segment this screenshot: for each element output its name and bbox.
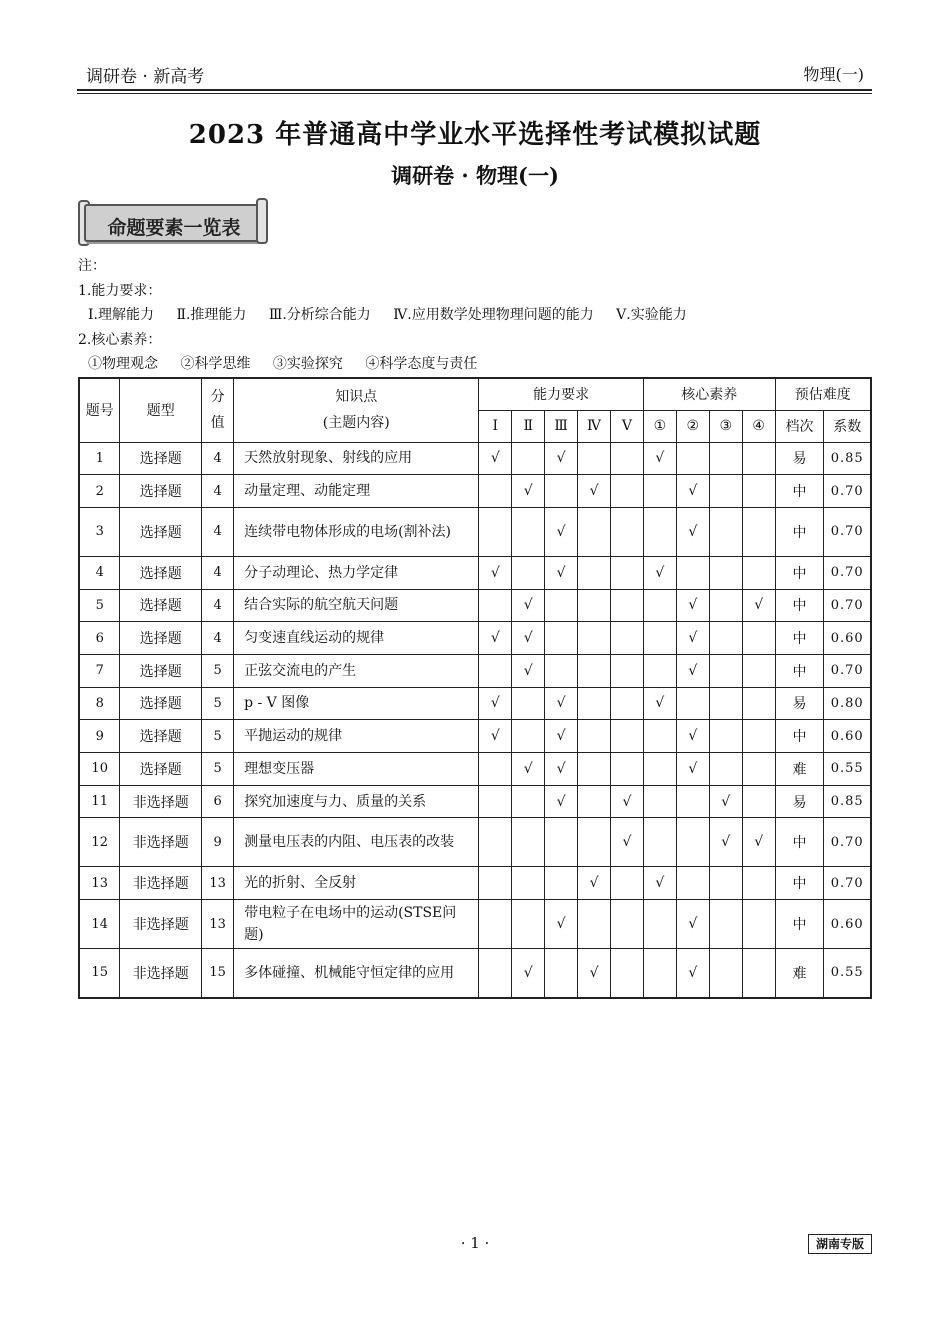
cell-knowledge: 平抛运动的规律: [234, 720, 479, 753]
cell-literacy-check: [709, 654, 742, 687]
cell-no: 5: [79, 589, 120, 622]
cell-ability-check: [611, 654, 644, 687]
cell-knowledge: 结合实际的航空航天问题: [234, 589, 479, 622]
cell-score: 4: [202, 556, 234, 589]
notes-label: 注：: [78, 258, 106, 274]
cell-literacy-check: [709, 720, 742, 753]
cell-score: 5: [202, 654, 234, 687]
cell-ability-check: √: [512, 589, 545, 622]
cell-literacy-check: √: [643, 687, 676, 720]
table-row: [79, 900, 871, 949]
cell-ability-check: [545, 622, 578, 655]
cell-level: 易: [775, 687, 824, 720]
cell-type: 选择题: [120, 622, 202, 655]
cell-ability-check: [545, 475, 578, 508]
cell-ability-check: √: [512, 753, 545, 786]
cell-ability-check: √: [545, 753, 578, 786]
cell-level: 中: [775, 900, 824, 949]
notes-section: [78, 254, 687, 377]
cell-score: 6: [202, 785, 234, 818]
cell-knowledge: 测量电压表的内阻、电压表的改装: [234, 818, 479, 867]
cell-coef: 0.70: [824, 556, 871, 589]
ability-item: Ⅱ.推理能力: [176, 307, 247, 323]
cell-ability-check: [578, 720, 611, 753]
cell-level: 难: [775, 949, 824, 998]
cell-ability-check: √: [578, 867, 611, 900]
cell-literacy-check: [742, 475, 775, 508]
edition-badge: 湖南专版: [808, 1234, 872, 1254]
cell-literacy-check: [742, 867, 775, 900]
cell-ability-check: [611, 442, 644, 475]
header-subject-label: 物理(一): [803, 65, 864, 84]
cell-type: 选择题: [120, 687, 202, 720]
cell-type: 选择题: [120, 654, 202, 687]
cell-ability-check: √: [545, 507, 578, 556]
cell-literacy-check: [709, 867, 742, 900]
cell-score: 4: [202, 475, 234, 508]
header-ability-1: Ⅰ: [479, 410, 512, 442]
cell-ability-check: √: [545, 687, 578, 720]
cell-level: 易: [775, 785, 824, 818]
header-score-text: 分值: [210, 389, 225, 432]
cell-ability-check: [479, 785, 512, 818]
cell-ability-check: √: [479, 687, 512, 720]
cell-literacy-check: [643, 622, 676, 655]
cell-no: 4: [79, 556, 120, 589]
cell-literacy-check: √: [742, 818, 775, 867]
cell-ability-check: √: [479, 720, 512, 753]
cell-coef: 0.60: [824, 622, 871, 655]
cell-no: 14: [79, 900, 120, 949]
cell-literacy-check: [742, 687, 775, 720]
header-coef: 系数: [824, 410, 871, 442]
cell-knowledge: 带电粒子在电场中的运动(STSE问题): [234, 900, 479, 949]
cell-ability-check: √: [578, 475, 611, 508]
cell-coef: 0.70: [824, 867, 871, 900]
header-ability-5: Ⅴ: [611, 410, 644, 442]
cell-coef: 0.70: [824, 654, 871, 687]
cell-literacy-check: [742, 900, 775, 949]
cell-knowledge: 光的折射、全反射: [234, 867, 479, 900]
ability-list: [78, 303, 687, 328]
cell-no: 10: [79, 753, 120, 786]
literacy-item: ②科学思维: [180, 356, 251, 372]
header-ability-3: Ⅲ: [545, 410, 578, 442]
cell-ability-check: [578, 785, 611, 818]
page-number: · 1 ·: [460, 1234, 490, 1252]
cell-type: 选择题: [120, 475, 202, 508]
ability-item: Ⅴ.实验能力: [616, 307, 687, 323]
cell-ability-check: √: [545, 785, 578, 818]
cell-score: 4: [202, 442, 234, 475]
cell-literacy-check: [643, 818, 676, 867]
table-row: [79, 687, 871, 720]
literacy-item: ④科学态度与责任: [365, 356, 478, 372]
table-row: [79, 949, 871, 998]
cell-type: 选择题: [120, 442, 202, 475]
cell-ability-check: [479, 949, 512, 998]
header-series-label: 调研卷 · 新高考: [86, 67, 205, 87]
cell-knowledge: 分子动理论、热力学定律: [234, 556, 479, 589]
cell-type: 选择题: [120, 556, 202, 589]
header-divider-thick: [77, 89, 872, 91]
cell-literacy-check: [709, 442, 742, 475]
cell-literacy-check: [742, 753, 775, 786]
cell-literacy-check: [676, 785, 709, 818]
cell-literacy-check: [742, 720, 775, 753]
cell-coef: 0.80: [824, 687, 871, 720]
cell-coef: 0.85: [824, 785, 871, 818]
cell-literacy-check: √: [676, 949, 709, 998]
cell-ability-check: [512, 687, 545, 720]
cell-type: 非选择题: [120, 818, 202, 867]
header-knowledge-title: 知识点: [335, 389, 378, 406]
cell-literacy-check: √: [676, 900, 709, 949]
header-literacy-3: ③: [709, 410, 742, 442]
cell-level: 中: [775, 867, 824, 900]
cell-ability-check: [578, 900, 611, 949]
cell-level: 难: [775, 753, 824, 786]
cell-literacy-check: [643, 475, 676, 508]
cell-score: 4: [202, 622, 234, 655]
cell-knowledge: p - V 图像: [234, 687, 479, 720]
cell-score: 9: [202, 818, 234, 867]
cell-ability-check: [512, 785, 545, 818]
cell-literacy-check: √: [643, 867, 676, 900]
cell-ability-check: [611, 949, 644, 998]
cell-ability-check: √: [611, 818, 644, 867]
cell-ability-check: √: [545, 442, 578, 475]
cell-literacy-check: [643, 949, 676, 998]
header-ability-4: Ⅳ: [578, 410, 611, 442]
cell-literacy-check: [709, 687, 742, 720]
cell-literacy-check: [676, 867, 709, 900]
cell-coef: 0.85: [824, 442, 871, 475]
cell-score: 4: [202, 589, 234, 622]
cell-coef: 0.55: [824, 753, 871, 786]
cell-knowledge: 动量定理、动能定理: [234, 475, 479, 508]
notes-item-ability: 1.能力要求：: [78, 282, 162, 299]
cell-ability-check: √: [545, 556, 578, 589]
cell-no: 6: [79, 622, 120, 655]
cell-ability-check: [545, 867, 578, 900]
cell-knowledge: 探究加速度与力、质量的关系: [234, 785, 479, 818]
cell-ability-check: [578, 687, 611, 720]
cell-type: 非选择题: [120, 900, 202, 949]
ability-item: Ⅳ.应用数学处理物理问题的能力: [393, 307, 594, 323]
cell-literacy-check: [643, 753, 676, 786]
cell-ability-check: [545, 589, 578, 622]
cell-literacy-check: [742, 622, 775, 655]
cell-literacy-check: [709, 949, 742, 998]
cell-ability-check: [479, 475, 512, 508]
cell-type: 非选择题: [120, 949, 202, 998]
cell-literacy-check: [742, 507, 775, 556]
cell-score: 13: [202, 867, 234, 900]
literacy-item: ③实验探究: [272, 356, 343, 372]
header-knowledge-sub: (主题内容): [322, 415, 390, 432]
cell-score: 13: [202, 900, 234, 949]
cell-ability-check: [611, 720, 644, 753]
literacy-list: [78, 352, 687, 377]
header-knowledge: [234, 378, 479, 442]
notes-item-literacy: 2.核心素养：: [78, 331, 162, 348]
cell-literacy-check: [709, 622, 742, 655]
cell-ability-check: √: [578, 949, 611, 998]
table-row: [79, 785, 871, 818]
cell-ability-check: √: [479, 622, 512, 655]
header-ability: 能力要求: [479, 378, 644, 410]
cell-ability-check: [512, 556, 545, 589]
cell-ability-check: [611, 900, 644, 949]
section-banner: [78, 198, 268, 246]
cell-ability-check: [611, 687, 644, 720]
cell-ability-check: √: [479, 442, 512, 475]
cell-literacy-check: √: [742, 589, 775, 622]
cell-ability-check: √: [479, 556, 512, 589]
cell-no: 1: [79, 442, 120, 475]
cell-literacy-check: √: [676, 507, 709, 556]
cell-literacy-check: √: [676, 475, 709, 508]
cell-no: 15: [79, 949, 120, 998]
table-row: [79, 867, 871, 900]
cell-no: 12: [79, 818, 120, 867]
banner-title: 命题要素一览表: [107, 217, 241, 239]
cell-literacy-check: √: [676, 589, 709, 622]
cell-literacy-check: √: [676, 720, 709, 753]
table-body: [79, 442, 871, 998]
table-row: [79, 622, 871, 655]
cell-ability-check: [545, 949, 578, 998]
cell-no: 8: [79, 687, 120, 720]
cell-literacy-check: [643, 900, 676, 949]
cell-ability-check: [578, 622, 611, 655]
cell-no: 13: [79, 867, 120, 900]
cell-type: 选择题: [120, 720, 202, 753]
cell-level: 中: [775, 622, 824, 655]
cell-ability-check: [578, 654, 611, 687]
cell-score: 5: [202, 753, 234, 786]
header-divider-thin: [77, 93, 872, 94]
ability-item: Ⅲ.分析综合能力: [268, 307, 371, 323]
elements-table: [78, 377, 872, 999]
cell-score: 5: [202, 720, 234, 753]
cell-literacy-check: [709, 589, 742, 622]
cell-coef: 0.70: [824, 475, 871, 508]
cell-level: 中: [775, 507, 824, 556]
cell-literacy-check: √: [676, 753, 709, 786]
cell-literacy-check: [643, 589, 676, 622]
cell-knowledge: 正弦交流电的产生: [234, 654, 479, 687]
header-type: 题型: [120, 378, 202, 442]
cell-literacy-check: √: [709, 785, 742, 818]
cell-level: 中: [775, 556, 824, 589]
cell-literacy-check: √: [643, 442, 676, 475]
cell-type: 选择题: [120, 753, 202, 786]
cell-ability-check: [479, 654, 512, 687]
cell-level: 中: [775, 589, 824, 622]
banner-box: [84, 204, 264, 242]
cell-ability-check: [611, 556, 644, 589]
cell-level: 中: [775, 720, 824, 753]
cell-ability-check: [479, 589, 512, 622]
cell-literacy-check: [742, 654, 775, 687]
cell-ability-check: √: [545, 900, 578, 949]
header-literacy: 核心素养: [643, 378, 775, 410]
cell-literacy-check: √: [643, 556, 676, 589]
cell-ability-check: √: [545, 720, 578, 753]
cell-coef: 0.70: [824, 507, 871, 556]
cell-knowledge: 天然放射现象、射线的应用: [234, 442, 479, 475]
page-subtitle: 调研卷 · 物理(一): [391, 163, 559, 188]
cell-literacy-check: [676, 687, 709, 720]
cell-literacy-check: √: [676, 622, 709, 655]
cell-ability-check: √: [512, 654, 545, 687]
cell-literacy-check: [643, 507, 676, 556]
cell-literacy-check: [643, 720, 676, 753]
cell-no: 9: [79, 720, 120, 753]
cell-knowledge: 多体碰撞、机械能守恒定律的应用: [234, 949, 479, 998]
cell-literacy-check: [709, 556, 742, 589]
header-literacy-1: ①: [643, 410, 676, 442]
header-no: 题号: [79, 378, 120, 442]
cell-ability-check: [611, 589, 644, 622]
cell-type: 非选择题: [120, 785, 202, 818]
cell-type: 选择题: [120, 589, 202, 622]
cell-coef: 0.70: [824, 818, 871, 867]
cell-coef: 0.55: [824, 949, 871, 998]
cell-ability-check: [578, 507, 611, 556]
cell-no: 3: [79, 507, 120, 556]
cell-literacy-check: [676, 556, 709, 589]
cell-ability-check: [578, 818, 611, 867]
header-literacy-4: ④: [742, 410, 775, 442]
cell-ability-check: [479, 753, 512, 786]
table-row: [79, 442, 871, 475]
scroll-right-decoration: [256, 198, 268, 244]
table-row: [79, 818, 871, 867]
cell-literacy-check: [709, 900, 742, 949]
cell-literacy-check: √: [709, 818, 742, 867]
page-title: 2023 年普通高中学业水平选择性考试模拟试题: [188, 120, 762, 150]
cell-ability-check: [611, 867, 644, 900]
cell-ability-check: [578, 753, 611, 786]
cell-ability-check: √: [611, 785, 644, 818]
cell-ability-check: [545, 818, 578, 867]
cell-literacy-check: [643, 785, 676, 818]
cell-ability-check: [479, 867, 512, 900]
cell-literacy-check: [742, 442, 775, 475]
ability-item: Ⅰ.理解能力: [88, 307, 154, 323]
cell-ability-check: √: [512, 949, 545, 998]
cell-no: 7: [79, 654, 120, 687]
cell-ability-check: [479, 900, 512, 949]
cell-ability-check: [578, 556, 611, 589]
cell-ability-check: [578, 589, 611, 622]
cell-ability-check: [611, 753, 644, 786]
cell-ability-check: [611, 475, 644, 508]
cell-level: 中: [775, 818, 824, 867]
cell-literacy-check: [742, 556, 775, 589]
literacy-item: ①物理观念: [88, 356, 158, 372]
header-difficulty: 预估难度: [775, 378, 871, 410]
cell-literacy-check: √: [676, 654, 709, 687]
cell-level: 中: [775, 475, 824, 508]
cell-ability-check: [578, 442, 611, 475]
cell-no: 2: [79, 475, 120, 508]
table-row: [79, 507, 871, 556]
header-score: [202, 378, 234, 442]
cell-literacy-check: [643, 654, 676, 687]
cell-level: 中: [775, 654, 824, 687]
cell-ability-check: √: [512, 475, 545, 508]
cell-literacy-check: [709, 475, 742, 508]
cell-literacy-check: [709, 507, 742, 556]
cell-literacy-check: [742, 785, 775, 818]
cell-ability-check: [512, 507, 545, 556]
table-row: [79, 556, 871, 589]
cell-knowledge: 连续带电物体形成的电场(割补法): [234, 507, 479, 556]
header-ability-2: Ⅱ: [512, 410, 545, 442]
cell-ability-check: [479, 507, 512, 556]
cell-ability-check: [611, 622, 644, 655]
header-level: 档次: [775, 410, 824, 442]
cell-ability-check: [512, 720, 545, 753]
cell-ability-check: [479, 818, 512, 867]
cell-score: 5: [202, 687, 234, 720]
table-row: [79, 475, 871, 508]
table-row: [79, 654, 871, 687]
cell-knowledge: 匀变速直线运动的规律: [234, 622, 479, 655]
cell-literacy-check: [742, 949, 775, 998]
cell-no: 11: [79, 785, 120, 818]
cell-coef: 0.60: [824, 720, 871, 753]
cell-score: 15: [202, 949, 234, 998]
cell-ability-check: [545, 654, 578, 687]
cell-knowledge: 理想变压器: [234, 753, 479, 786]
cell-literacy-check: [709, 753, 742, 786]
cell-ability-check: [512, 442, 545, 475]
table-row: [79, 720, 871, 753]
header-literacy-2: ②: [676, 410, 709, 442]
cell-ability-check: [512, 867, 545, 900]
cell-literacy-check: [676, 818, 709, 867]
cell-level: 易: [775, 442, 824, 475]
table-row: [79, 753, 871, 786]
cell-type: 非选择题: [120, 867, 202, 900]
table-row: [79, 589, 871, 622]
cell-type: 选择题: [120, 507, 202, 556]
cell-score: 4: [202, 507, 234, 556]
cell-ability-check: √: [512, 622, 545, 655]
cell-coef: 0.70: [824, 589, 871, 622]
cell-literacy-check: [676, 442, 709, 475]
cell-ability-check: [512, 818, 545, 867]
cell-coef: 0.60: [824, 900, 871, 949]
cell-ability-check: [611, 507, 644, 556]
cell-ability-check: [512, 900, 545, 949]
